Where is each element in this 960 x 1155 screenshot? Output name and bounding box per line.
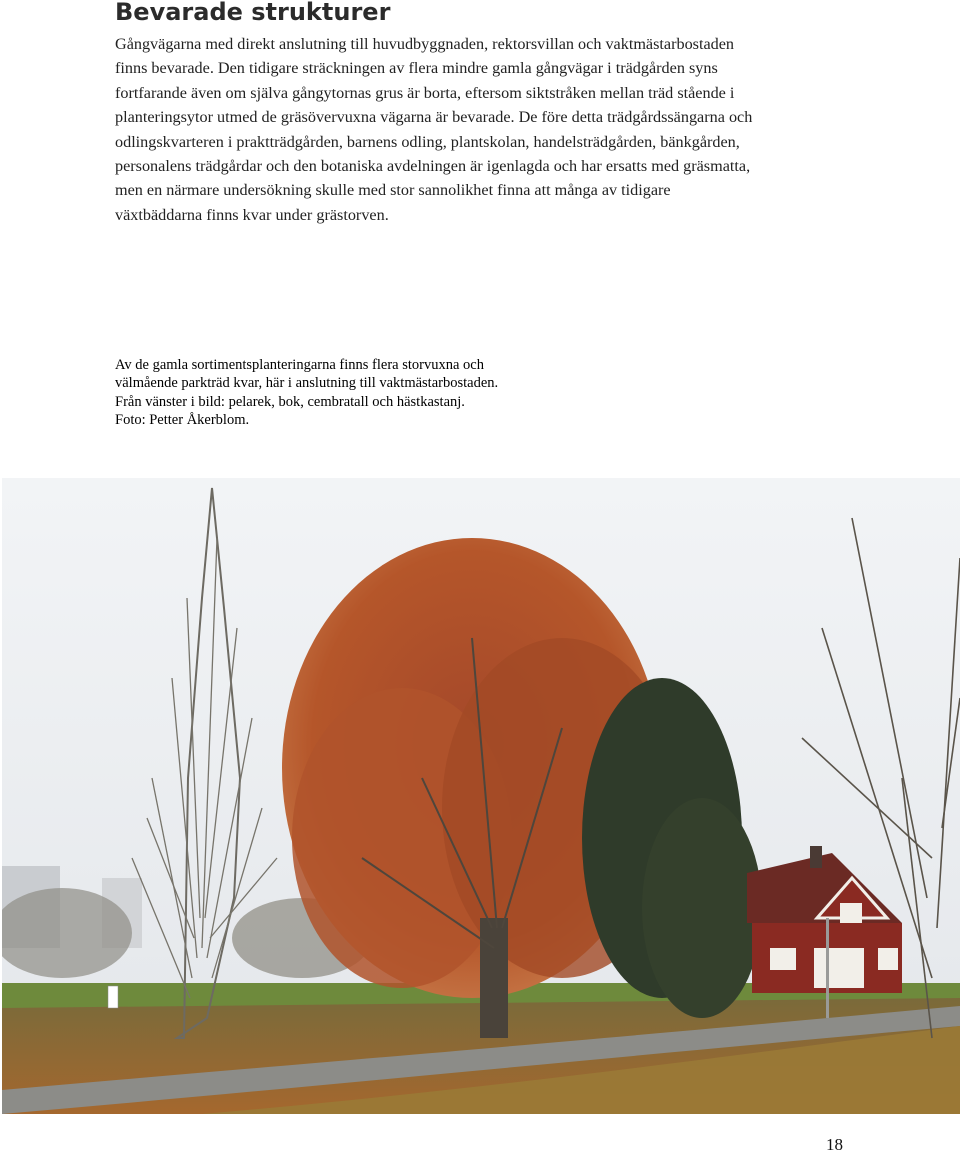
section-heading: Bevarade strukturer (115, 0, 391, 26)
beech-trunk (480, 918, 508, 1038)
photo-caption (115, 356, 575, 430)
pine-crown (642, 798, 762, 1018)
caption-credit: Foto: Petter Åkerblom. (115, 412, 250, 429)
person (108, 986, 118, 1008)
page-number: 18 (826, 1135, 843, 1154)
lamp-post (826, 918, 829, 1018)
park-photo (2, 478, 960, 1114)
body-paragraph: Gångvägarna med direkt anslutning till huvudbyggnaden, rektorsvillan och vaktmästarbostaden finns bevarade. Den tidigare sträckningen av flera mindre gamla gångvägar i trädgården syns fortfarande även om själva gångytornas grus är borta, eftersom siktstråken mellan träd stående i planteringsytor utmed de gräsövervuxna vägarna är bevarade. De före detta trädgårdssängarna och odlingskvarteren i praktträdgården, barnens odling, plantskolan, handelsträdgården, bänkgården, personalens trädgårdar och den botaniska avdelningen är igenlagda och har ersatts med gräsmatta, men en närmare undersökning skulle med stor sannolikhet finna att många av tidigare växtbäddarna finns kvar under grästorven. (115, 35, 753, 224)
caption-line: Av de gamla sortimentsplanteringarna finns flera storvuxna och (115, 357, 484, 373)
caption-line: välmående parkträd kvar, här i anslutning till vaktmästarbostaden. (115, 375, 499, 392)
caption-line: Från vänster i bild: pelarek, bok, cembratall och hästkastanj. (115, 393, 465, 410)
